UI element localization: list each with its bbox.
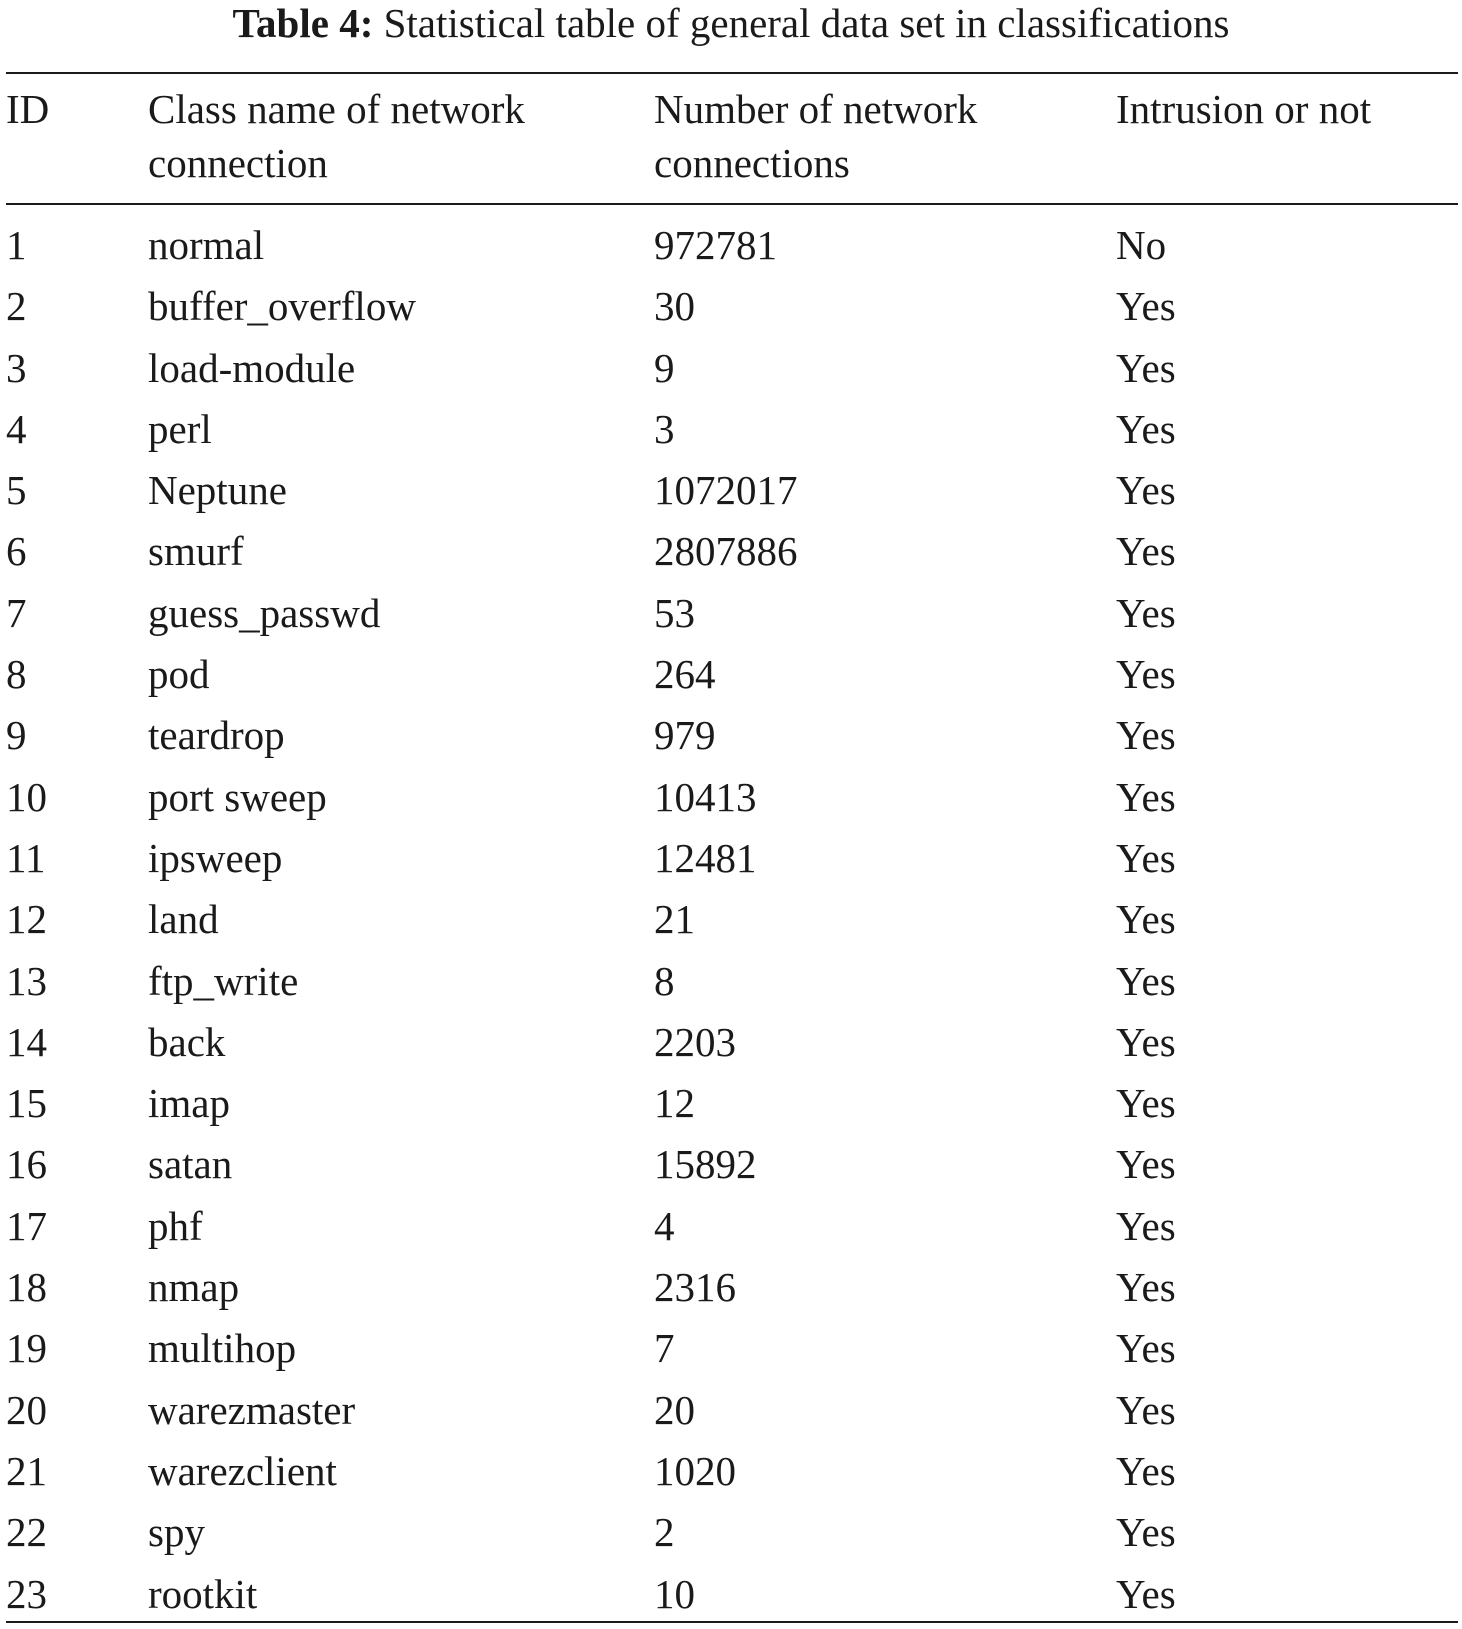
cell-intrusion: Yes — [1116, 1141, 1176, 1188]
table-top-rule — [6, 72, 1458, 74]
header-class-name — [148, 82, 525, 190]
cell-id: 1 — [6, 222, 27, 268]
table-row — [0, 460, 1462, 521]
cell-class-name: nmap — [148, 1264, 240, 1311]
cell-id: 2 — [6, 283, 27, 330]
table-row — [0, 1196, 1462, 1257]
cell-intrusion: Yes — [1116, 589, 1176, 636]
cell-intrusion: Yes — [1116, 1080, 1176, 1127]
table-row — [0, 1564, 1462, 1625]
table-row — [0, 889, 1462, 950]
cell-count: 21 — [654, 896, 695, 943]
cell-count: 2807886 — [654, 528, 798, 575]
cell-id: 8 — [6, 651, 27, 698]
table-row — [0, 338, 1462, 399]
table-header-rule — [6, 203, 1458, 205]
table-row — [0, 767, 1462, 828]
cell-intrusion: Yes — [1116, 1447, 1176, 1494]
table-row — [0, 521, 1462, 582]
cell-count: 8 — [654, 957, 675, 1004]
table-header — [0, 82, 1462, 197]
cell-class-name: perl — [148, 405, 212, 452]
cell-intrusion: Yes — [1116, 651, 1176, 698]
cell-intrusion: Yes — [1116, 834, 1176, 881]
table-caption — [0, 0, 1462, 46]
cell-class-name: multihop — [148, 1325, 297, 1372]
cell-count: 12 — [654, 1080, 695, 1127]
cell-count: 2316 — [654, 1264, 736, 1311]
table-row — [0, 1134, 1462, 1195]
cell-intrusion: No — [1116, 222, 1167, 268]
cell-class-name: teardrop — [148, 712, 285, 759]
table-row — [0, 1073, 1462, 1134]
cell-count: 10 — [654, 1570, 695, 1617]
cell-count: 53 — [654, 589, 695, 636]
cell-id: 3 — [6, 344, 27, 391]
cell-class-name: ipsweep — [148, 834, 283, 881]
cell-id: 15 — [6, 1080, 47, 1127]
cell-class-name: satan — [148, 1141, 233, 1188]
header-intrusion: Intrusion or not — [1116, 86, 1372, 132]
cell-id: 23 — [6, 1570, 47, 1617]
table-row — [0, 644, 1462, 705]
table-row — [0, 215, 1462, 276]
table-bottom-rule — [6, 1621, 1458, 1623]
cell-id: 5 — [6, 467, 27, 514]
cell-class-name: smurf — [148, 528, 244, 575]
cell-intrusion: Yes — [1116, 1264, 1176, 1311]
cell-intrusion: Yes — [1116, 896, 1176, 943]
cell-class-name: ftp_write — [148, 957, 299, 1004]
cell-id: 16 — [6, 1141, 47, 1188]
header-id: ID — [6, 86, 50, 132]
cell-id: 10 — [6, 773, 47, 820]
table-row — [0, 951, 1462, 1012]
cell-id: 7 — [6, 589, 27, 636]
cell-id: 18 — [6, 1264, 47, 1311]
cell-id: 21 — [6, 1447, 47, 1494]
cell-id: 12 — [6, 896, 47, 943]
table-row — [0, 1257, 1462, 1318]
cell-class-name: rootkit — [148, 1570, 258, 1617]
cell-id: 9 — [6, 712, 27, 759]
cell-class-name: pod — [148, 651, 210, 698]
cell-intrusion: Yes — [1116, 283, 1176, 330]
cell-count: 1020 — [654, 1447, 736, 1494]
cell-id: 4 — [6, 405, 27, 452]
cell-class-name: spy — [148, 1509, 205, 1556]
cell-id: 14 — [6, 1018, 47, 1065]
header-class-name-line1: Class name of network — [148, 86, 525, 132]
cell-intrusion: Yes — [1116, 1386, 1176, 1433]
cell-intrusion: Yes — [1116, 773, 1176, 820]
cell-class-name: Neptune — [148, 467, 287, 514]
header-number — [654, 82, 977, 190]
cell-class-name: land — [148, 896, 219, 943]
table-row — [0, 1441, 1462, 1502]
cell-id: 19 — [6, 1325, 47, 1372]
cell-count: 7 — [654, 1325, 675, 1372]
table-row — [0, 399, 1462, 460]
cell-id: 20 — [6, 1386, 47, 1433]
cell-class-name: normal — [148, 222, 265, 268]
cell-count: 979 — [654, 712, 716, 759]
cell-count: 1072017 — [654, 467, 798, 514]
table-row — [0, 828, 1462, 889]
cell-count: 12481 — [654, 834, 757, 881]
cell-class-name: warezmaster — [148, 1386, 356, 1433]
cell-count: 20 — [654, 1386, 695, 1433]
cell-intrusion: Yes — [1116, 344, 1176, 391]
cell-intrusion: Yes — [1116, 712, 1176, 759]
table-row — [0, 583, 1462, 644]
table-row — [0, 705, 1462, 766]
cell-count: 2 — [654, 1509, 675, 1556]
cell-class-name: guess_passwd — [148, 589, 381, 636]
table-row — [0, 1318, 1462, 1379]
cell-count: 30 — [654, 283, 695, 330]
cell-count: 9 — [654, 344, 675, 391]
cell-id: 13 — [6, 957, 47, 1004]
cell-id: 6 — [6, 528, 27, 575]
cell-intrusion: Yes — [1116, 405, 1176, 452]
cell-class-name: buffer_overflow — [148, 283, 416, 330]
header-number-line1: Number of network — [654, 86, 978, 132]
cell-intrusion: Yes — [1116, 1570, 1176, 1617]
table-body — [0, 215, 1462, 1625]
table-row — [0, 1380, 1462, 1441]
cell-count: 15892 — [654, 1141, 757, 1188]
cell-count: 4 — [654, 1202, 675, 1249]
cell-id: 17 — [6, 1202, 47, 1249]
cell-class-name: back — [148, 1018, 226, 1065]
table-row — [0, 1012, 1462, 1073]
cell-count: 972781 — [654, 222, 777, 268]
cell-class-name: phf — [148, 1202, 203, 1249]
cell-intrusion: Yes — [1116, 1018, 1176, 1065]
cell-intrusion: Yes — [1116, 467, 1176, 514]
table-caption-label: Table 4: — [232, 0, 374, 46]
cell-intrusion: Yes — [1116, 957, 1176, 1004]
cell-intrusion: Yes — [1116, 1509, 1176, 1556]
header-class-name-line2: connection — [148, 140, 328, 186]
cell-count: 3 — [654, 405, 675, 452]
cell-id: 22 — [6, 1509, 47, 1556]
table-row — [0, 276, 1462, 337]
cell-class-name: imap — [148, 1080, 230, 1127]
cell-id: 11 — [6, 834, 46, 881]
cell-class-name: warezclient — [148, 1447, 337, 1494]
table-row — [0, 1502, 1462, 1563]
cell-intrusion: Yes — [1116, 1202, 1176, 1249]
cell-count: 10413 — [654, 773, 757, 820]
cell-count: 264 — [654, 651, 716, 698]
cell-class-name: port sweep — [148, 773, 327, 820]
cell-intrusion: Yes — [1116, 528, 1176, 575]
cell-intrusion: Yes — [1116, 1325, 1176, 1372]
cell-count: 2203 — [654, 1018, 736, 1065]
header-number-line2: connections — [654, 140, 850, 186]
cell-class-name: load-module — [148, 344, 356, 391]
table-caption-text: Statistical table of general data set in classifications — [383, 0, 1230, 46]
